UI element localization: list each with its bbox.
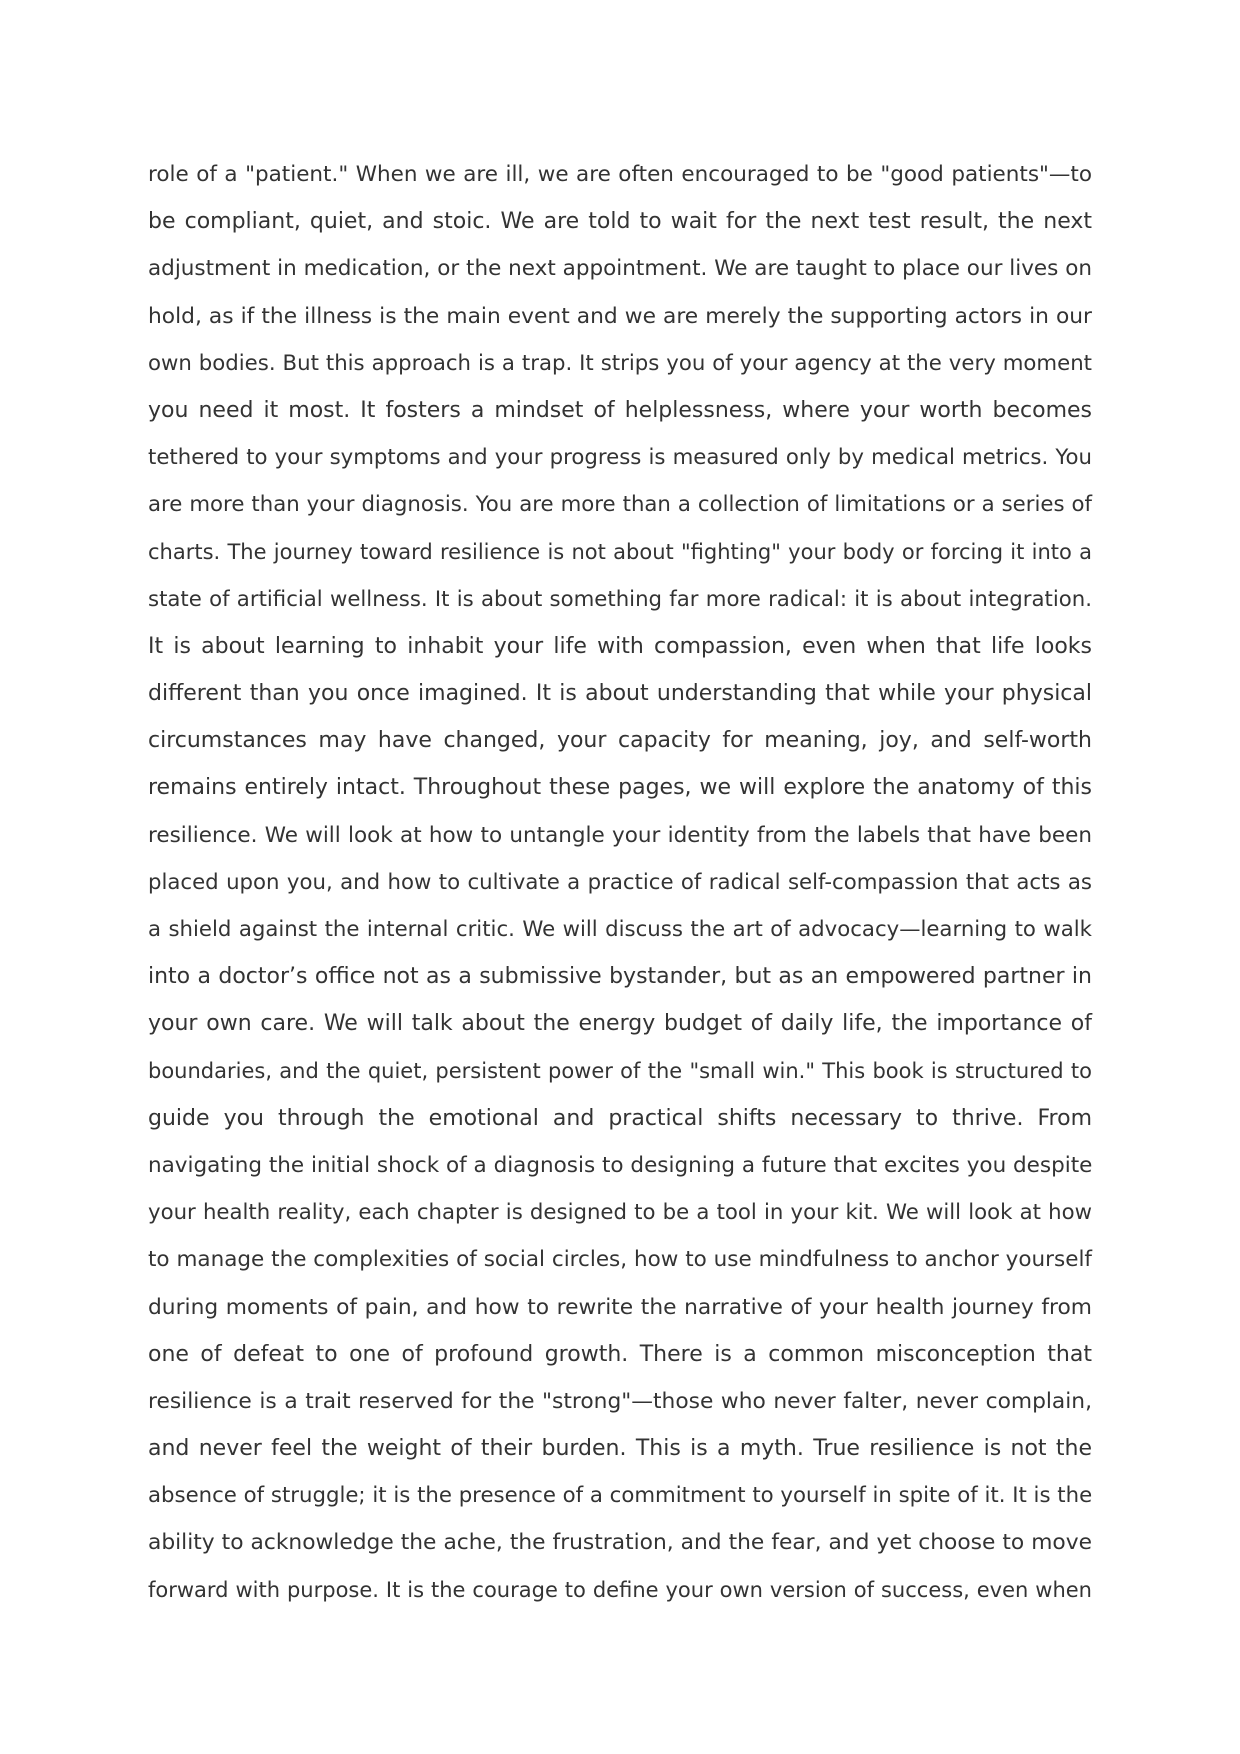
text-line-5: own bodies. But this approach is a trap. It strips you of your agency at the very moment: [148, 350, 1092, 376]
text-line-7: tethered to your symptoms and your progress is measured only by medical metrics. You: [148, 445, 1092, 471]
text-line-8: are more than your diagnosis. You are more than a collection of limitations or a series of: [148, 492, 1092, 518]
text-line-4: hold, as if the illness is the main event and we are merely the supporting actors in our: [148, 303, 1092, 329]
text-line-9: charts. The journey toward resilience is not about "fighting" your body or forcing it into a: [148, 539, 1092, 564]
text-line-28: and never feel the weight of their burden. This is a myth. True resilience is not the: [148, 1436, 1092, 1462]
text-line-24: to manage the complexities of social circles, how to use mindfulness to anchor yourself: [148, 1247, 1092, 1273]
text-line-30: ability to acknowledge the ache, the frustration, and the fear, and yet choose to move: [148, 1530, 1092, 1556]
text-line-31: forward with purpose. It is the courage to define your own version of success, even when: [148, 1577, 1092, 1602]
body-paragraph: [148, 151, 1092, 1614]
text-line-27: resilience is a trait reserved for the "strong"—those who never falter, never complain,: [148, 1388, 1092, 1414]
text-line-25: during moments of pain, and how to rewrite the narrative of your health journey from: [148, 1294, 1092, 1320]
text-line-23: your health reality, each chapter is designed to be a tool in your kit. We will look at how: [148, 1200, 1092, 1226]
text-line-29: absence of struggle; it is the presence of a commitment to yourself in spite of it. It is the: [148, 1483, 1093, 1509]
text-line-11: It is about learning to inhabit your life with compassion, even when that life looks: [148, 633, 1092, 659]
text-line-20: boundaries, and the quiet, persistent power of the "small win." This book is structured to: [148, 1058, 1092, 1083]
text-line-3: adjustment in medication, or the next appointment. We are taught to place our lives on: [148, 256, 1092, 282]
text-line-12: different than you once imagined. It is about understanding that while your physical: [148, 681, 1092, 707]
text-line-14: remains entirely intact. Throughout these pages, we will explore the anatomy of this: [148, 775, 1092, 801]
text-line-18: into a doctor’s office not as a submissive bystander, but as an empowered partner in: [148, 964, 1092, 990]
text-line-10: state of artificial wellness. It is about something far more radical: it is about integration.: [148, 586, 1092, 612]
text-line-15: resilience. We will look at how to untangle your identity from the labels that have been: [148, 822, 1092, 848]
text-line-17: a shield against the internal critic. We will discuss the art of advocacy—learning to walk: [148, 917, 1092, 942]
text-line-13: circumstances may have changed, your capacity for meaning, joy, and self-worth: [148, 728, 1092, 754]
text-line-26: one of defeat to one of profound growth. There is a common misconception that: [148, 1341, 1092, 1367]
text-line-21: guide you through the emotional and practical shifts necessary to thrive. From: [148, 1105, 1092, 1131]
text-line-1: role of a "patient." When we are ill, we are often encouraged to be "good patients"—to: [148, 162, 1092, 187]
text-line-19: your own care. We will talk about the energy budget of daily life, the importance of: [148, 1011, 1092, 1037]
text-line-2: be compliant, quiet, and stoic. We are told to wait for the next test result, the next: [148, 209, 1092, 235]
text-line-16: placed upon you, and how to cultivate a practice of radical self-compassion that acts as: [148, 869, 1092, 895]
text-line-6: you need it most. It fosters a mindset of helplessness, where your worth becomes: [148, 397, 1092, 423]
text-line-22: navigating the initial shock of a diagnosis to designing a future that excites you despite: [148, 1152, 1093, 1178]
